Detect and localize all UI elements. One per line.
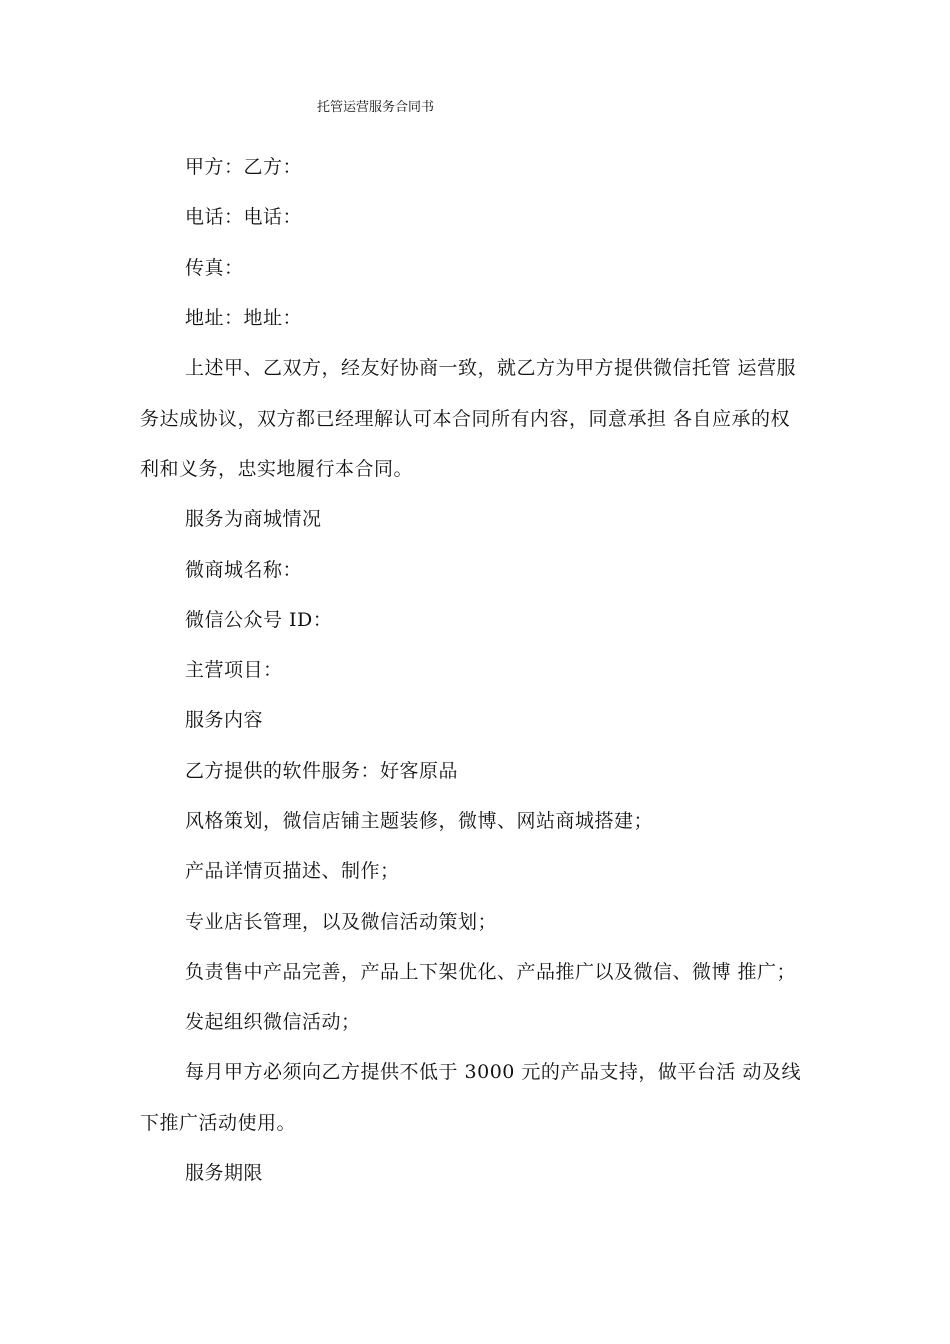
section-heading-term: 服务期限 <box>185 1162 264 1184</box>
fax-line: 传真： <box>185 257 244 279</box>
document-title: 托管运营服务合同书 <box>317 100 435 115</box>
preamble-line-3: 利和义务，忠实地履行本合同。 <box>140 458 414 480</box>
service-item-4: 专业店长管理，以及微信活动策划； <box>185 911 498 933</box>
preamble-line-2: 务达成协议，双方都已经理解认可本合同所有内容，同意承担 各自应承的权 <box>140 408 791 430</box>
section-heading-service: 服务内容 <box>185 709 264 731</box>
service-item-7-line-1: 每月甲方必须向乙方提供不低于 3000 元的产品支持，做平台活 动及线 <box>185 1061 801 1083</box>
service-item-3: 产品详情页描述、制作； <box>185 860 400 882</box>
preamble-line-1: 上述甲、乙双方，经友好协商一致，就乙方为甲方提供微信托管 运营服 <box>185 357 797 379</box>
service-item-7-line-2: 下推广活动使用。 <box>140 1112 297 1134</box>
section-heading-store: 服务为商城情况 <box>185 508 322 530</box>
address-line: 地址：地址： <box>185 307 303 329</box>
store-name-line: 微商城名称： <box>185 559 303 581</box>
wechat-id-line: 微信公众号 ID： <box>185 609 333 631</box>
service-item-1: 乙方提供的软件服务：好客原品 <box>185 760 459 782</box>
service-item-5: 负责售中产品完善，产品上下架优化、产品推广以及微信、微博 推广； <box>185 961 797 983</box>
main-business-line: 主营项目： <box>185 659 283 681</box>
phone-line: 电话：电话： <box>185 206 303 228</box>
service-item-2: 风格策划，微信店铺主题装修，微博、网站商城搭建； <box>185 810 654 832</box>
party-names-line: 甲方：乙方： <box>185 156 303 178</box>
service-item-6: 发起组织微信活动； <box>185 1011 361 1033</box>
